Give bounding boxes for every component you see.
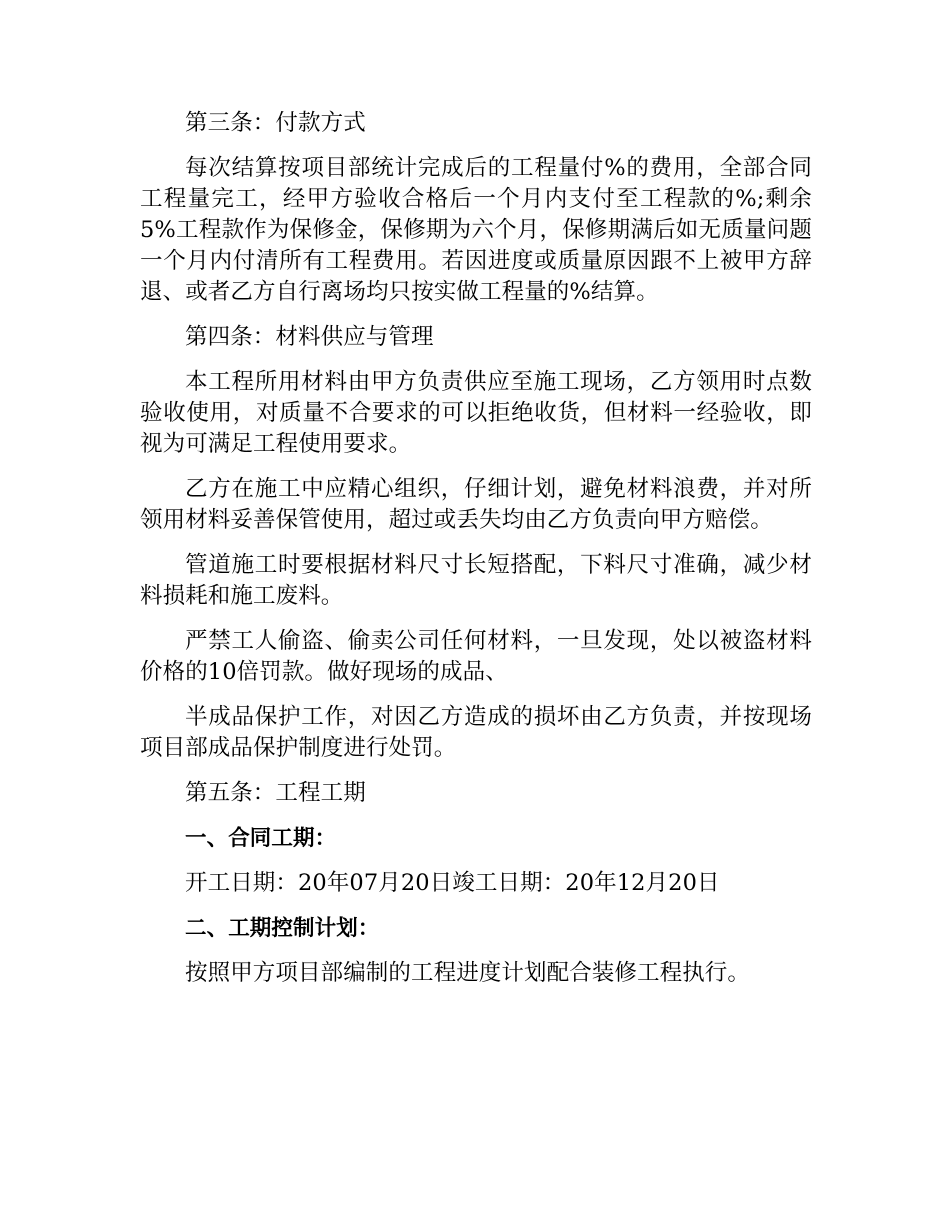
article-3-title: 第三条：付款方式 [185, 110, 366, 136]
document-page [140, 108, 812, 1003]
article-4-paragraph-1: 本工程所用材料由甲方负责供应至施工现场，乙方领用时点数验收使用，对质量不合要求的可以拒绝收货，但材料一经验收，即视为可满足工程使用要求。 [140, 369, 812, 457]
article-4-paragraph-5: 半成品保护工作，对因乙方造成的损坏由乙方负责，并按现场项目部成品保护制度进行处罚。 [140, 704, 812, 761]
article-5-dates: 开工日期：20年07月20日竣工日期：20年12月20日 [185, 870, 720, 896]
article-4-paragraph-4: 严禁工人偷盗、偷卖公司任何材料，一旦发现，处以被盗材料价格的10倍罚款。做好现场的成品、 [140, 628, 812, 685]
article-5-subheading-1: 一、合同工期： [185, 826, 337, 851]
article-5-title: 第五条：工程工期 [185, 780, 366, 806]
article-4-title: 第四条：材料供应与管理 [185, 324, 434, 350]
article-4-paragraph-2: 乙方在施工中应精心组织，仔细计划，避免材料浪费，并对所领用材料妥善保管使用，超过或丢失均由乙方负责向甲方赔偿。 [140, 476, 812, 533]
article-4-paragraph-3: 管道施工时要根据材料尺寸长短搭配，下料尺寸准确，减少材料损耗和施工废料。 [140, 552, 812, 609]
article-5-subheading-2: 二、工期控制计划： [185, 916, 380, 941]
article-3-body: 每次结算按项目部统计完成后的工程量付%的费用，全部合同工程量完工，经甲方验收合格后一个月内支付至工程款的%;剩余 5%工程款作为保修金，保修期为六个月，保修期满后如无质量问题一个月内付清所有工程费用。若因进度或质量原因跟不上被甲方辞退、或者乙方自行离场均只按实做工程量的%结算。 [140, 155, 812, 305]
article-5-plan: 按照甲方项目部编制的工程进度计划配合装修工程执行。 [185, 960, 751, 986]
